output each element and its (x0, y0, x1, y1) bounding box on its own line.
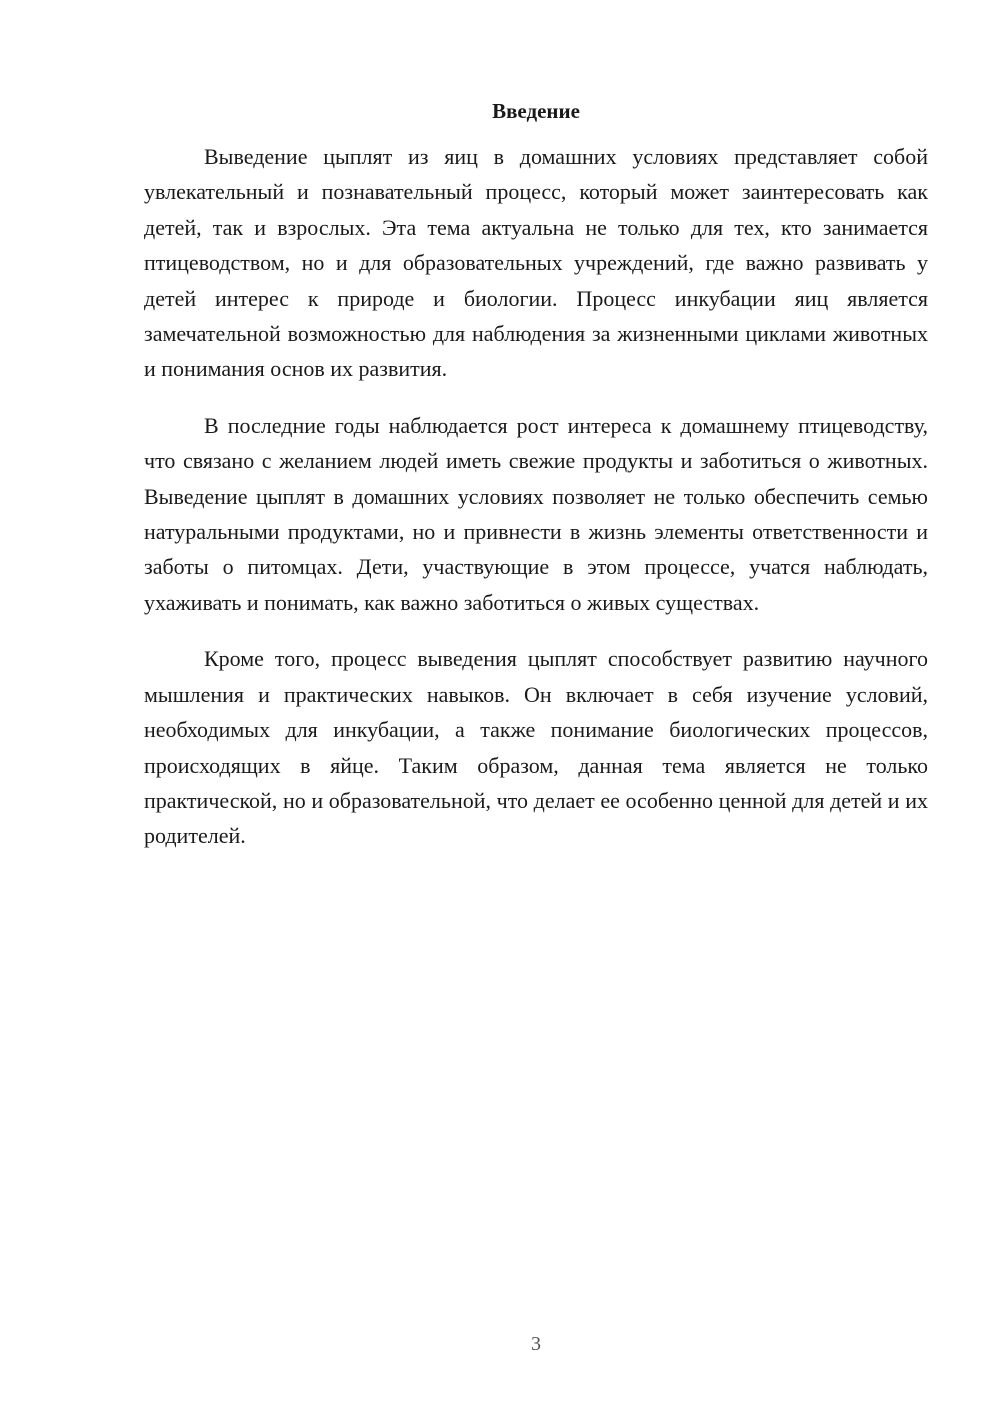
paragraph-intro: Выведение цыплят из яиц в домашних условиях представляет собой увлекательный и познавательный процесс, который может заинтересовать как детей, так и взрослых. Эта тема актуальна не только для тех, кто занимается птицеводством, но и для образовательных учреждений, где важно развивать у детей интерес к природе и биологии. Процесс инкубации яиц является замечательной возможностью для наблюдения за жизненными циклами животных и понимания основ их развития. (144, 144, 928, 382)
paragraph-science: Кроме того, процесс выведения цыплят способствует развитию научного мышления и практических навыков. Он включает в себя изучение условий, необходимых для инкубации, а также понимание биологических процессов, происходящих в яйце. Таким образом, данная тема является не только практической, но и образовательной, что делает ее особенно ценной для детей и их родителей. (144, 646, 928, 849)
paragraph-interest: В последние годы наблюдается рост интереса к домашнему птицеводству, что связано с желанием людей иметь свежие продукты и заботиться о животных. Выведение цыплят в домашних условиях позволяет не только обеспечить семью натуральными продуктами, но и привнести в жизнь элементы ответственности и заботы о питомцах. Дети, участвующие в этом процессе, учатся наблюдать, ухаживать и понимать, как важно заботиться о живых существах. (144, 412, 928, 615)
section-title: Введение (492, 99, 580, 123)
page-content (144, 96, 928, 875)
page-number: 3 (531, 1333, 541, 1355)
